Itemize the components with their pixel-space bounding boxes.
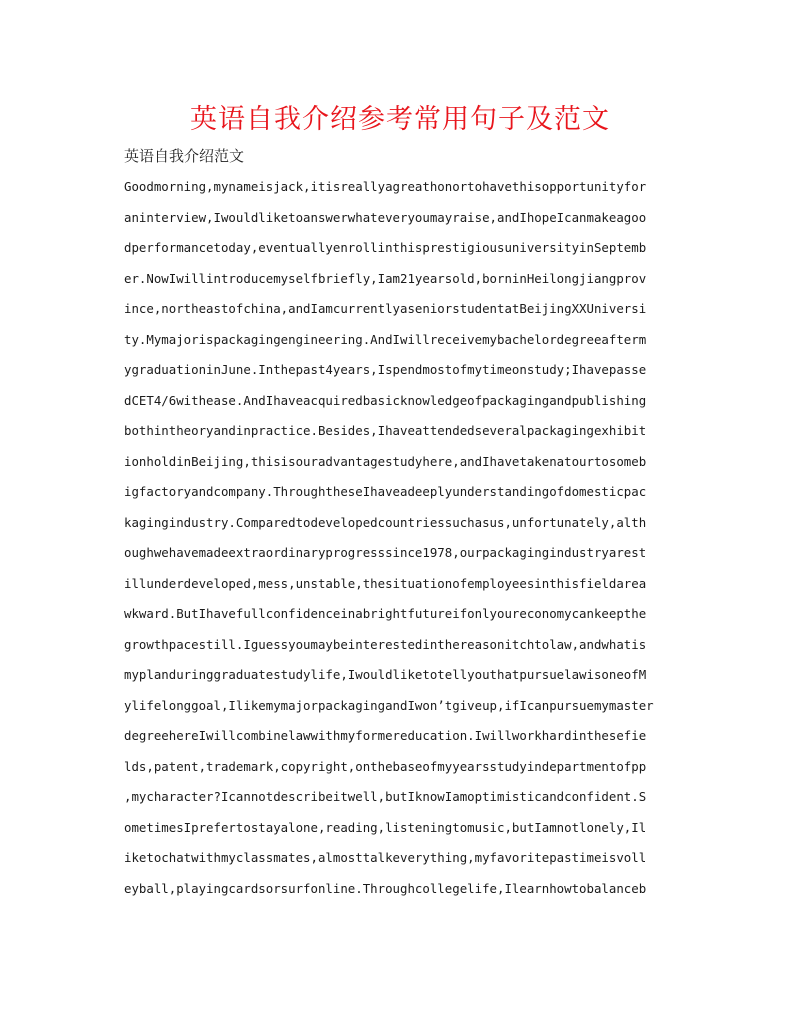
body-line: ,mycharacter?Icannotdescribeitwell,butIknowIamoptimisticandconfident.S — [124, 789, 647, 804]
body-line: bothintheoryandinpractice.Besides,Ihaveattendedseveralpackagingexhibit — [124, 423, 647, 438]
body-line: ometimesIprefertostayalone,reading,listeningtomusic,butIamnotlonely,Il — [124, 819, 647, 835]
body-line: degreehereIwillcombinelawwithmyformereducation.Iwillworkhardinthesefie — [124, 728, 647, 743]
body-line: lds,patent,trademark,copyright,onthebaseofmyyearsstudyindepartmentofpp — [124, 758, 647, 774]
document-body — [124, 174, 684, 906]
body-line: Goodmorning,mynameisjack,itisreallyagreathonortohavethisopportunityfor — [124, 179, 647, 194]
body-line: iketochatwithmyclassmates,almosttalkeverything,myfavoritepastimeisvoll — [124, 850, 647, 865]
body-line: illunderdeveloped,mess,unstable,thesituationofemployeesinthisfieldarea — [124, 575, 647, 591]
body-line: wkward.ButIhavefullconfidenceinabrightfutureifonlyoureconomycankeepthe — [124, 606, 647, 621]
body-line: ty.Mymajorispackagingengineering.AndIwillreceivemybachelordegreeafterm — [124, 331, 647, 347]
body-line: eyball,playingcardsorsurfonline.Throughcollegelife,Ilearnhowtobalanceb — [124, 880, 647, 896]
body-line: ionholdinBeijing,thisisouradvantagestudyhere,andIhavetakenatourtosomeb — [124, 453, 647, 469]
body-line: igfactoryandcompany.ThroughtheseIhaveadeeplyunderstandingofdomesticpac — [124, 484, 647, 499]
body-line: ygraduationinJune.Inthepast4years,Ispendmostofmytimeonstudy;Ihavepasse — [124, 362, 647, 377]
body-line: growthpacestill.Iguessyoumaybeinterestedinthereasonitchtolaw,andwhatis — [124, 636, 647, 652]
body-line: kagingindustry.Comparedtodevelopedcountriessuchasus,unfortunately,alth — [124, 514, 647, 530]
body-line: aninterview,Iwouldliketoanswerwhateveryoumayraise,andIhopeIcanmakeagoo — [124, 209, 647, 225]
body-line: er.NowIwillintroducemyselfbriefly,Iam21yearsold,borninHeilongjiangprov — [124, 270, 647, 286]
body-line: dCET4/6withease.AndIhaveacquiredbasicknowledgeofpackagingandpublishing — [124, 392, 647, 408]
document-subtitle: 英语自我介绍范文 — [124, 147, 245, 165]
body-line: ince,northeastofchina,andIamcurrentlyaseniorstudentatBeijingXXUniversi — [124, 301, 647, 316]
body-line: myplanduringgraduatestudylife,IwouldliketotellyouthatpursuelawisoneofM — [124, 667, 647, 682]
body-line: ylifelonggoal,IlikemymajorpackagingandIwon’tgiveup,ifIcanpursuemymaster — [124, 697, 654, 713]
body-line: dperformancetoday,eventuallyenrollinthisprestigiousuniversityinSeptemb — [124, 240, 647, 255]
body-line: oughwehavemadeextraordinaryprogresssince1978,ourpackagingindustryarest — [124, 545, 647, 560]
document-title: 英语自我介绍参考常用句子及范文 — [190, 104, 610, 135]
